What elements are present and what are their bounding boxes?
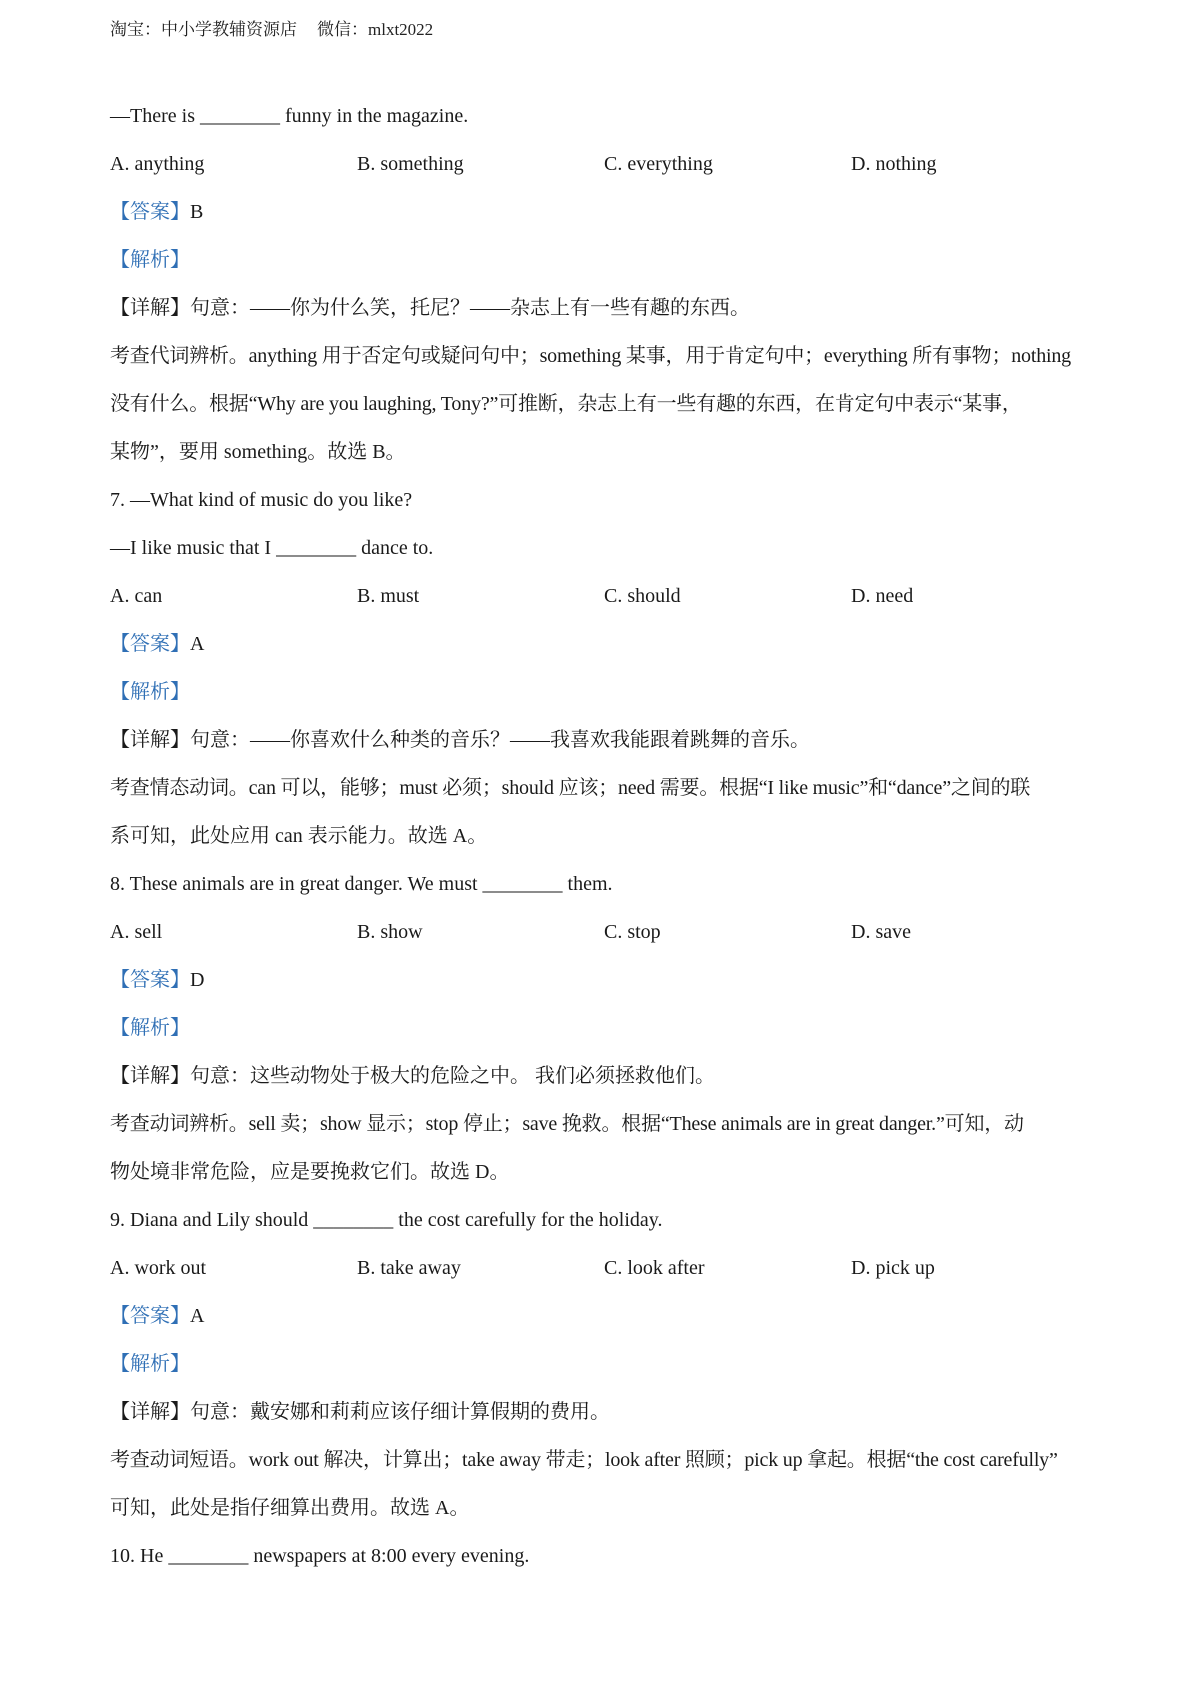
- option-d: D. pick up: [851, 1257, 935, 1279]
- q6-answer: [110, 194, 1100, 242]
- answer-value: B: [190, 201, 204, 223]
- q7-explanation-2: 系可知，此处应用 can 表示能力。故选 A。: [110, 825, 488, 847]
- q10-stem-line-1: 10. He ________ newspapers at 8:00 every evening.: [110, 1545, 530, 1567]
- page-header: [110, 18, 433, 42]
- option-a: A. work out: [110, 1257, 207, 1279]
- option-b: B. take away: [357, 1257, 461, 1279]
- option-b: B. something: [357, 153, 464, 175]
- option-b: B. show: [357, 921, 423, 943]
- q6-analysis-label: 【解析】: [110, 249, 190, 271]
- q7-stem-line-2: —I like music that I ________ dance to.: [110, 537, 434, 559]
- document-body: [110, 98, 1100, 1586]
- q6-explanation-2: 没有什么。根据“Why are you laughing, Tony?”可推断，杂志上有一些有趣的东西，在肯定句中表示“某事，: [110, 393, 1022, 415]
- q9-explanation-2: 可知，此处是指仔细算出费用。故选 A。: [110, 1497, 470, 1519]
- q7-options: [110, 578, 1100, 626]
- q6-stem-line-2: —There is ________ funny in the magazine.: [110, 105, 469, 127]
- option-c: C. everything: [604, 153, 713, 175]
- answer-value: D: [190, 969, 205, 991]
- detail-label: 【详解】: [110, 729, 190, 751]
- q8-analysis-label: 【解析】: [110, 1017, 190, 1039]
- q7-answer: [110, 626, 1100, 674]
- q8-answer: [110, 962, 1100, 1010]
- q8-explanation-2: 物处境非常危险，应是要挽救它们。故选 D。: [110, 1161, 510, 1183]
- answer-label: 【答案】: [110, 201, 190, 223]
- q8-detail: [110, 1058, 1100, 1106]
- detail-translation: 句意：——你喜欢什么种类的音乐？——我喜欢我能跟着跳舞的音乐。: [190, 729, 810, 751]
- answer-label: 【答案】: [110, 969, 190, 991]
- option-b: B. must: [357, 585, 420, 607]
- q8-explanation-1: 考查动词辨析。sell 卖；show 显示；stop 停止；save 挽救。根据“These animals are in great danger.”可知，动: [110, 1113, 1024, 1135]
- q7-detail: [110, 722, 1100, 770]
- option-c: C. should: [604, 585, 681, 607]
- q9-explanation-1: 考查动词短语。work out 解决，计算出；take away 带走；look after 照顾；pick up 拿起。根据“the cost carefully”: [110, 1449, 1058, 1471]
- q9-detail: [110, 1394, 1100, 1442]
- q7-analysis-label: 【解析】: [110, 681, 190, 703]
- q6-explanation-1: 考查代词辨析。anything 用于否定句或疑问句中；something 某事，用于肯定句中；everything 所有事物；nothing: [110, 345, 1071, 367]
- option-d: D. nothing: [851, 153, 937, 175]
- detail-translation: 句意：——你为什么笑，托尼？——杂志上有一些有趣的东西。: [190, 297, 750, 319]
- q6-options: [110, 146, 1100, 194]
- detail-translation: 句意：戴安娜和莉莉应该仔细计算假期的费用。: [190, 1401, 610, 1423]
- answer-label: 【答案】: [110, 1305, 190, 1327]
- option-a: A. sell: [110, 921, 163, 943]
- detail-label: 【详解】: [110, 1401, 190, 1423]
- q7-explanation-1: 考查情态动词。can 可以，能够；must 必须；should 应该；need 需要。根据“I like music”和“dance”之间的联: [110, 777, 1031, 799]
- wechat-id: 微信：mlxt2022: [317, 20, 434, 39]
- answer-value: A: [190, 633, 205, 655]
- option-d: D. need: [851, 585, 914, 607]
- option-c: C. stop: [604, 921, 661, 943]
- q8-stem-line-1: 8. These animals are in great danger. We must ________ them.: [110, 873, 613, 895]
- q6-explanation-3: 某物”，要用 something。故选 B。: [110, 441, 406, 463]
- detail-label: 【详解】: [110, 1065, 190, 1087]
- detail-label: 【详解】: [110, 297, 190, 319]
- q9-options: [110, 1250, 1100, 1298]
- q8-options: [110, 914, 1100, 962]
- answer-value: A: [190, 1305, 205, 1327]
- q7-stem-line-1: 7. —What kind of music do you like?: [110, 489, 413, 511]
- detail-translation: 句意：这些动物处于极大的危险之中。 我们必须拯救他们。: [190, 1065, 715, 1087]
- q9-answer: [110, 1298, 1100, 1346]
- shop-name: 淘宝：中小学教辅资源店: [110, 20, 297, 39]
- q9-stem-line-1: 9. Diana and Lily should ________ the cost carefully for the holiday.: [110, 1209, 663, 1231]
- option-d: D. save: [851, 921, 911, 943]
- answer-label: 【答案】: [110, 633, 190, 655]
- q6-detail: [110, 290, 1100, 338]
- option-c: C. look after: [604, 1257, 705, 1279]
- option-a: A. anything: [110, 153, 205, 175]
- q9-analysis-label: 【解析】: [110, 1353, 190, 1375]
- option-a: A. can: [110, 585, 163, 607]
